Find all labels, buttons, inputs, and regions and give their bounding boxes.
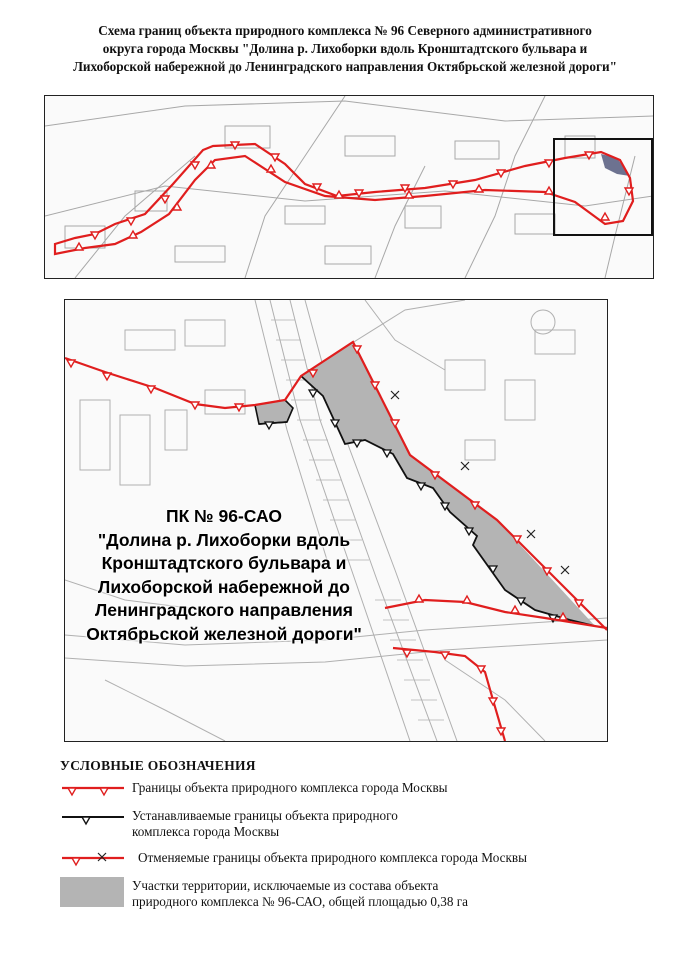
legend-boundary-text: [132, 780, 652, 796]
legend-excluded-line-1: Участки территории, исключаемые из состава объекта: [132, 878, 439, 893]
overview-basemap: [45, 96, 653, 278]
overview-map-canvas: [45, 96, 653, 278]
legend-cancelled-symbol: [60, 850, 126, 870]
legend-established-text: [132, 808, 652, 840]
legend-established-line-2: комплекса города Москвы: [132, 824, 280, 839]
object-label-line-1: ПК № 96-САО: [165, 506, 282, 526]
overview-map[interactable]: [44, 95, 654, 279]
legend-established-symbol: [60, 808, 126, 828]
title-line-1: Схема границ объекта природного комплекса № 96 Северного административного: [98, 23, 592, 38]
object-label-line-6: Октябрьской железной дороги": [86, 623, 362, 644]
legend-item-established: [60, 808, 660, 848]
map-title: [20, 22, 670, 76]
legend-excluded-line-2: природного комплекса № 96-САО, общей площадью 0,38 га: [132, 894, 469, 909]
legend-boundary-symbol: [60, 780, 126, 800]
object-label-line-5: Ленинградского направления: [94, 600, 354, 620]
title-line-2: округа города Москвы "Долина р. Лихоборки вдоль Кронштадтского бульвара и: [102, 41, 588, 56]
legend-established-line-1: Устанавливаемые границы объекта природного: [132, 808, 398, 823]
object-label: [74, 505, 374, 646]
title-line-3: Лихоборской набережной до Ленинградского направления Октябрьской железной дороги": [73, 59, 617, 74]
legend-excluded-text: [132, 878, 652, 910]
legend-excluded-swatch: [60, 876, 126, 910]
object-label-line-4: Лихоборской набережной до: [98, 576, 350, 597]
object-label-line-3: Кронштадтского бульвара и: [101, 553, 347, 573]
legend-boundary-label: Границы объекта природного комплекса города Москвы: [132, 780, 448, 795]
legend-item-excluded: [60, 876, 660, 916]
nc-boundary-south: [393, 648, 505, 741]
object-label-line-2: "Долина р. Лихоборки вдоль: [97, 529, 351, 550]
legend-title: УСЛОВНЫЕ ОБОЗНАЧЕНИЯ: [60, 758, 256, 773]
legend-cancelled-label: Отменяемые границы объекта природного комплекса города Москвы: [138, 850, 527, 865]
legend-cancelled-text: [138, 850, 658, 866]
